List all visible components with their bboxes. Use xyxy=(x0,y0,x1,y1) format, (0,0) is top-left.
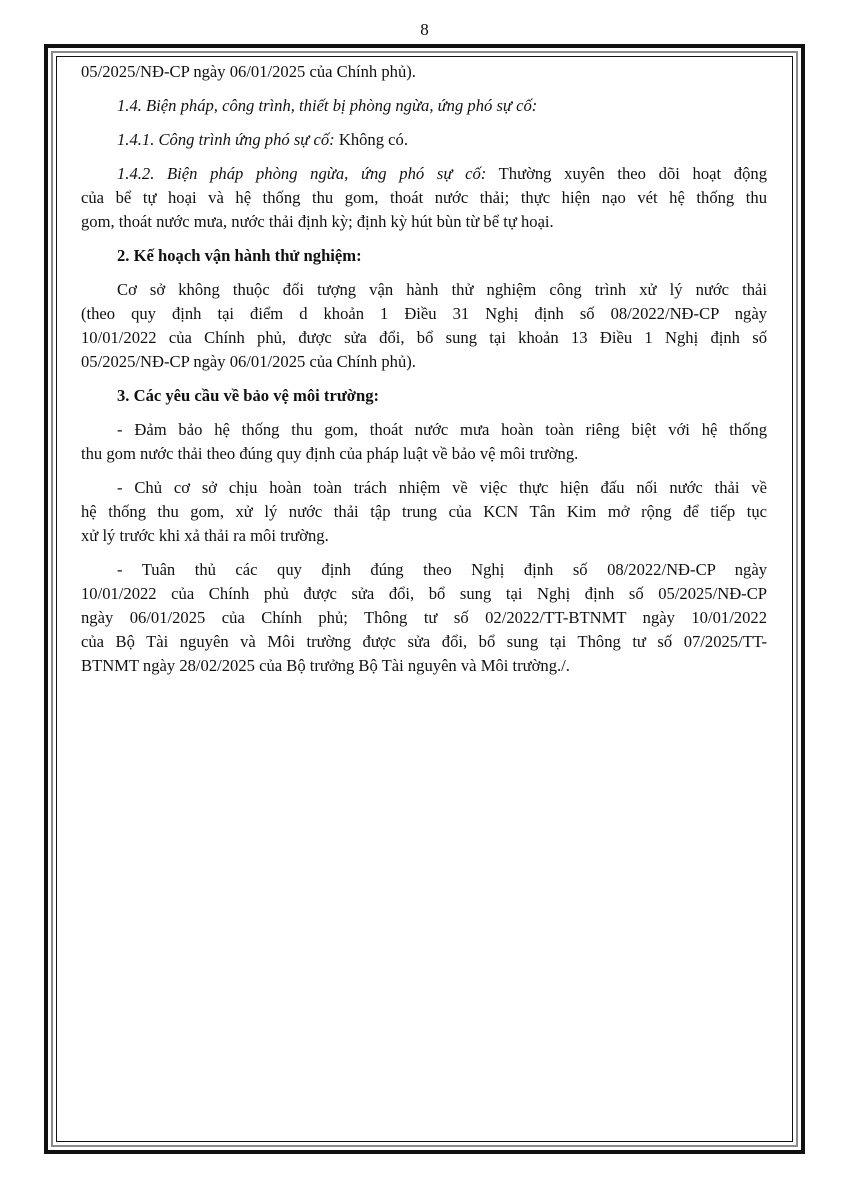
text-line xyxy=(81,162,767,186)
inline-label: 1.4.1. Công trình ứng phó sự cố: xyxy=(117,130,335,149)
text-line: ngày 06/01/2025 của Chính phủ; Thông tư số 02/2022/TT-BTNMT ngày 10/01/2022 xyxy=(81,608,767,627)
paragraph-continuation xyxy=(81,60,767,84)
text-line: - Đảm bảo hệ thống thu gom, thoát nước mưa hoàn toàn riêng biệt với hệ thống xyxy=(117,420,767,439)
page-number: 8 xyxy=(420,20,429,39)
document-body xyxy=(81,60,767,688)
heading-1-4 xyxy=(81,94,767,118)
inline-text: Không có. xyxy=(334,130,408,149)
text-line: (theo quy định tại điểm d khoản 1 Điều 31 Nghị định số 08/2022/NĐ-CP ngày xyxy=(81,304,767,323)
text-line: 10/01/2022 của Chính phủ được sửa đổi, bổ sung tại Nghị định số 05/2025/NĐ-CP xyxy=(81,584,767,603)
paragraph-test-operation xyxy=(81,278,767,374)
text-line: 10/01/2022 của Chính phủ, được sửa đổi, bổ sung tại khoản 13 Điều 1 Nghị định số xyxy=(81,328,767,347)
text-line: xử lý trước khi xả thải ra môi trường. xyxy=(81,526,329,545)
text-line: BTNMT ngày 28/02/2025 của Bộ trưởng Bộ Tài nguyên và Môi trường./. xyxy=(81,656,570,675)
inline-label: 1.4.2. Biện pháp phòng ngừa, ứng phó sự cố: xyxy=(117,164,487,183)
section-heading: 3. Các yêu cầu về bảo vệ môi trường: xyxy=(117,386,380,405)
text-line: 05/2025/NĐ-CP ngày 06/01/2025 của Chính phủ). xyxy=(81,62,416,81)
paragraph-1-4-1 xyxy=(81,128,767,152)
text-line: - Chủ cơ sở chịu hoàn toàn trách nhiệm về việc thực hiện đấu nối nước thải về xyxy=(117,478,767,497)
text-line: gom, thoát nước mưa, nước thải định kỳ; định kỳ hút bùn từ bể tự hoại. xyxy=(81,212,554,231)
heading-2 xyxy=(81,244,767,268)
text-line xyxy=(81,128,767,152)
text-line: của Bộ Tài nguyên và Môi trường được sửa đổi, bổ sung tại Thông tư số 07/2025/TT- xyxy=(81,632,767,651)
text-line: 1.4. Biện pháp, công trình, thiết bị phòng ngừa, ứng phó sự cố: xyxy=(117,96,538,115)
text-line: hệ thống thu gom, xử lý nước thải tập trung của KCN Tân Kim mở rộng để tiếp tục xyxy=(81,502,767,521)
section-heading: 2. Kế hoạch vận hành thử nghiệm: xyxy=(117,246,362,265)
inline-text: Thường xuyên theo dõi hoạt động xyxy=(486,164,767,183)
paragraph-requirement-2 xyxy=(81,476,767,548)
text-line: thu gom nước thải theo đúng quy định của pháp luật về bảo vệ môi trường. xyxy=(81,444,579,463)
text-line: của bể tự hoại và hệ thống thu gom, thoát nước thải; thực hiện nạo vét hệ thống thu xyxy=(81,188,767,207)
heading-3 xyxy=(81,384,767,408)
text-line: 05/2025/NĐ-CP ngày 06/01/2025 của Chính phủ). xyxy=(81,352,416,371)
paragraph-1-4-2 xyxy=(81,162,767,234)
paragraph-requirement-1 xyxy=(81,418,767,466)
text-line: - Tuân thủ các quy định đúng theo Nghị định số 08/2022/NĐ-CP ngày xyxy=(117,560,767,579)
text-line: Cơ sở không thuộc đối tượng vận hành thử nghiệm công trình xử lý nước thải xyxy=(117,280,767,299)
paragraph-requirement-3 xyxy=(81,558,767,678)
